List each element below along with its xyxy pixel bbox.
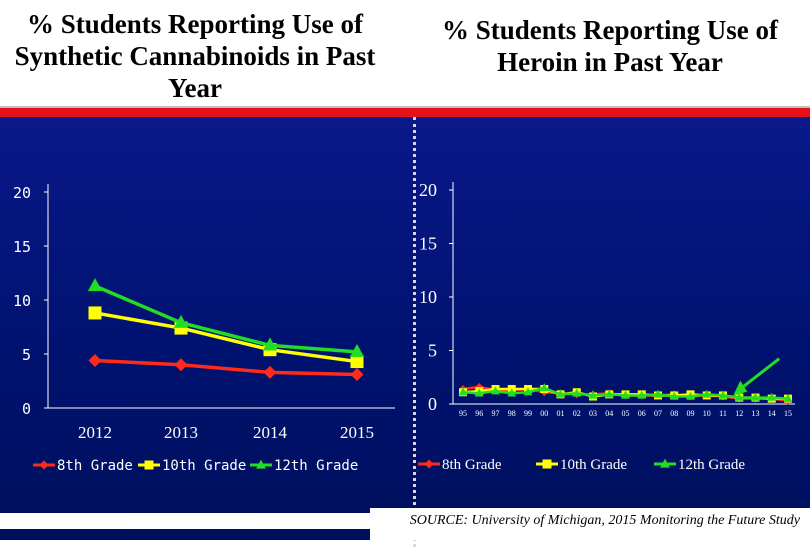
source-note: SOURCE: University of Michigan, 2015 Monitoring the Future Study — [0, 513, 800, 529]
x-tick-label: 2013 — [164, 423, 198, 442]
legend-marker — [40, 461, 49, 470]
y-tick-label: 20 — [12, 184, 31, 202]
x-tick-label: 06 — [637, 409, 646, 418]
y-tick-label: 5 — [428, 340, 437, 361]
x-tick-label: 05 — [621, 409, 630, 418]
x-tick-label: 08 — [670, 409, 679, 418]
y-tick-label: 10 — [419, 287, 437, 307]
x-tick-label: 12 — [735, 409, 744, 418]
legend-label: 12th Grade — [274, 458, 359, 474]
legend-marker — [145, 461, 154, 470]
data-point — [351, 368, 364, 381]
x-tick-label: 04 — [605, 409, 614, 418]
x-tick-label: 10 — [702, 409, 711, 418]
y-tick-label: 10 — [12, 292, 31, 310]
y-tick-label: 20 — [419, 180, 437, 200]
series-line — [95, 313, 357, 362]
series-line — [95, 360, 357, 374]
data-point — [89, 354, 102, 367]
data-point — [88, 278, 102, 291]
y-tick-label: 0 — [428, 394, 437, 414]
x-tick-label: 96 — [475, 409, 484, 418]
x-tick-label: 2014 — [253, 423, 287, 442]
x-tick-label: 95 — [459, 409, 467, 418]
x-tick-label: 15 — [784, 409, 792, 418]
x-tick-label: 11 — [719, 409, 727, 418]
legend-marker — [543, 460, 552, 469]
data-point — [264, 366, 277, 379]
data-point — [175, 358, 188, 371]
x-tick-label: 97 — [491, 409, 500, 418]
legend-label: 10th Grade — [162, 458, 247, 474]
x-tick-label: 01 — [556, 409, 565, 418]
right-chart-title: % Students Reporting Use of Heroin in Past Year — [441, 15, 778, 77]
legend-marker — [425, 460, 434, 469]
y-tick-label: 0 — [21, 400, 31, 418]
left-chart-title: % Students Reporting Use of Synthetic Cannabinoids in Past Year — [14, 9, 376, 103]
x-tick-label: 09 — [686, 409, 695, 418]
x-tick-label: 98 — [507, 409, 516, 418]
x-tick-label: 00 — [540, 409, 549, 418]
y-tick-label: 5 — [21, 346, 31, 364]
legend-label: 8th Grade — [57, 458, 133, 474]
x-tick-label: 07 — [654, 409, 662, 418]
y-tick-label: 15 — [419, 233, 437, 254]
x-tick-label: 2015 — [340, 423, 374, 442]
x-tick-label: 2012 — [78, 423, 112, 442]
x-tick-label: 13 — [751, 409, 760, 418]
x-tick-label: 14 — [767, 409, 776, 418]
y-tick-label: 15 — [12, 238, 31, 256]
x-tick-label: 99 — [524, 409, 532, 418]
x-tick-label: 02 — [572, 409, 581, 418]
x-tick-label: 03 — [589, 409, 597, 418]
annotation-arrow-shaft — [743, 359, 779, 387]
annotation-arrow-head — [733, 381, 747, 396]
legend-label: 10th Grade — [560, 457, 628, 473]
data-point — [89, 306, 102, 319]
legend-label: 12th Grade — [678, 457, 746, 473]
legend-label: 8th Grade — [442, 457, 502, 473]
